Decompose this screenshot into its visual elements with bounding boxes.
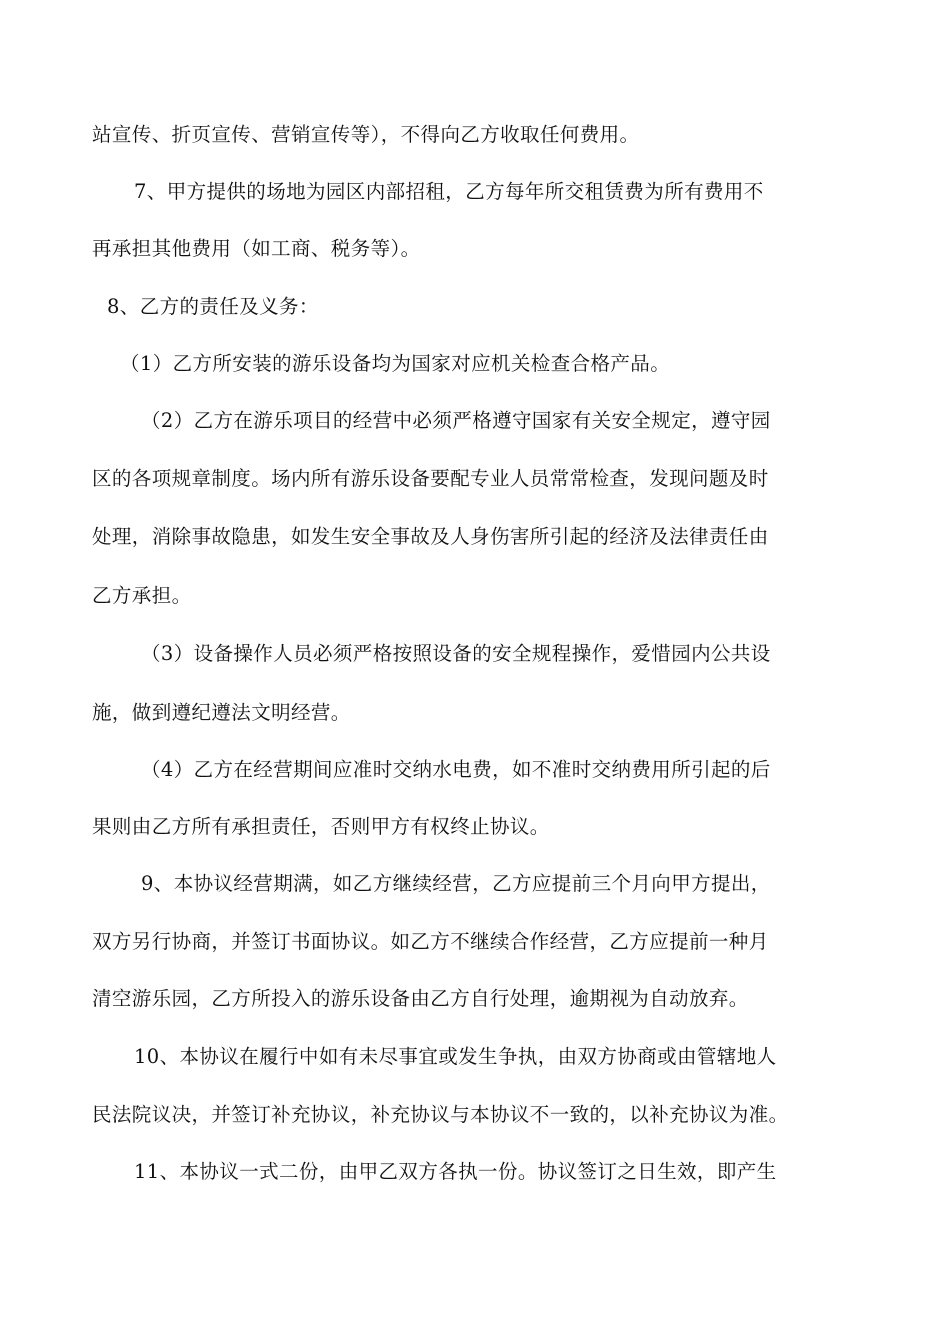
text-line: 站宣传、折页宣传、营销宣传等），不得向乙方收取任何费用。	[92, 123, 640, 146]
text-line: 7、甲方提供的场地为园区内部招租，乙方每年所交租赁费为所有费用不	[134, 180, 764, 203]
text-line: 乙方承担。	[92, 584, 192, 607]
text-line: 区的各项规章制度。场内所有游乐设备要配专业人员常常检查，发现问题及时	[92, 467, 769, 490]
text-line: 9、本协议经营期满，如乙方继续经营，乙方应提前三个月向甲方提出，	[141, 872, 771, 895]
text-line: （3）设备操作人员必须严格按照设备的安全规程操作，爱惜园内公共设	[141, 642, 771, 665]
text-line: 民法院议决，并签订补充协议，补充协议与本协议不一致的，以补充协议为准。	[92, 1103, 789, 1126]
text-line: 清空游乐园，乙方所投入的游乐设备由乙方自行处理，逾期视为自动放弃。	[92, 987, 749, 1010]
text-line: 再承担其他费用（如工商、税务等）。	[92, 237, 421, 260]
text-line: 果则由乙方所有承担责任，否则甲方有权终止协议。	[92, 815, 550, 838]
text-line: 8、乙方的责任及义务：	[107, 295, 319, 318]
text-line: 10、本协议在履行中如有未尽事宜或发生争执，由双方协商或由管辖地人	[134, 1045, 777, 1068]
text-line: （4）乙方在经营期间应准时交纳水电费，如不准时交纳费用所引起的后	[141, 758, 771, 781]
text-line: 施，做到遵纪遵法文明经营。	[92, 701, 351, 724]
text-line: （1）乙方所安装的游乐设备均为国家对应机关检查合格产品。	[120, 352, 671, 375]
text-line: 处理，消除事故隐患，如发生安全事故及人身伤害所引起的经济及法律责任由	[92, 525, 769, 548]
text-line: 双方另行协商，并签订书面协议。如乙方不继续合作经营，乙方应提前一种月	[92, 930, 769, 953]
text-line: （2）乙方在游乐项目的经营中必须严格遵守国家有关安全规定，遵守园	[141, 409, 771, 432]
text-line: 11、本协议一式二份，由甲乙双方各执一份。协议签订之日生效，即产生	[134, 1160, 777, 1183]
